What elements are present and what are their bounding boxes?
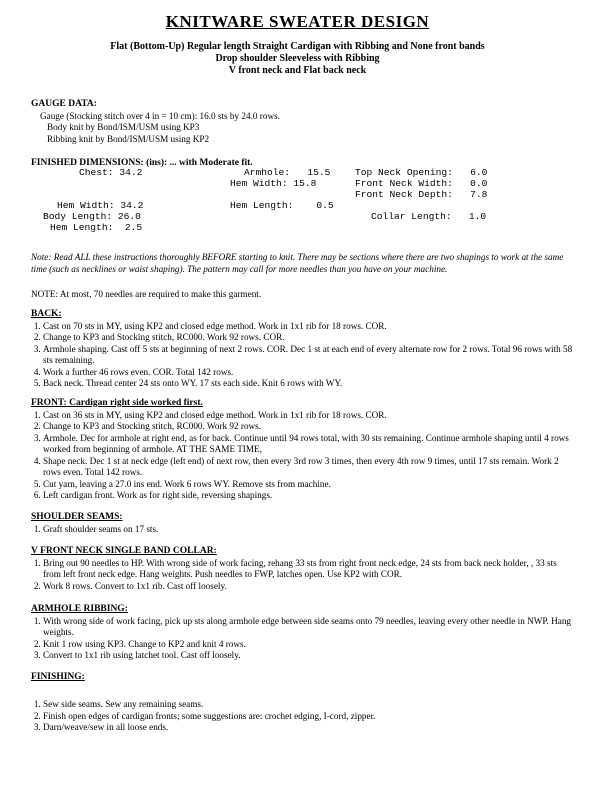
front-steps (31, 410, 575, 502)
dim-chest (79, 168, 142, 179)
dim-label: Armhole: (244, 167, 291, 178)
front-step: 6. Left cardigan front. Work as for right side, reversing shapings. (43, 490, 575, 502)
shoulder-steps (31, 524, 575, 536)
dim-value: 2.5 (124, 222, 143, 233)
back-heading: BACK: (31, 309, 62, 319)
front-step: 3. Armhole. Dec for armhole at right end, as for back. Continue until 94 rows total, with 30 sts remaining. Continue armhole shaping until 4 rows worked from beginning of armhole. AT THE SAME TIME, (43, 433, 575, 456)
subtitle-line-1: Flat (Bottom-Up) Regular length Straight Cardigan with Ribbing and None front bands (110, 41, 485, 52)
subtitle-line-2: Drop shoulder Sleeveless with Ribbing (215, 53, 380, 64)
dim-hem-width-top (230, 179, 316, 190)
front-step: 1. Cast on 36 sts in MY, using KP2 and closed edge method. Work in 1x1 rib for 18 rows. COR. (43, 410, 575, 422)
front-step: 4. Shape neck. Dec 1 st at neck edge (left end) of next row, then every 3rd row 3 times, then every 4th row 9 times, until 17 sts remain. Work 2 rows even. Total 142 rows. (43, 456, 575, 479)
front-section (31, 398, 575, 502)
finishing-heading-wrap (31, 672, 575, 684)
dim-hem-length-mid (230, 201, 334, 212)
armhole-heading: ARMHOLE RIBBING: (31, 604, 128, 614)
finishing-steps (31, 699, 575, 734)
dim-value: 1.0 (468, 211, 487, 222)
collar-step: 1. Bring out 90 needles to HP. With wrong side of work facing, rehang 33 sts from right front neck edge, 24 sts from back neck holder, , 33 sts from left front neck edge. Hang weights. Push needles to FWP, latches open. Use KP2 with COR. (43, 558, 575, 581)
gauge-section (31, 99, 575, 145)
back-steps (31, 321, 575, 390)
finishing-heading: FINISHING: (31, 672, 85, 682)
dim-front-neck-width (355, 179, 487, 190)
back-step: 2. Change to KP3 and Stocking stitch, RC000. Work 92 rows. COR. (43, 332, 575, 344)
collar-steps (31, 558, 575, 593)
dim-value: 0.0 (470, 178, 488, 189)
dim-label: Hem Length: (230, 200, 294, 211)
dim-armhole (244, 168, 330, 179)
front-step: 5. Cut yarn, leaving a 27.0 ins end. Work 6 rows WY. Remove sts from machine. (43, 479, 575, 491)
gauge-body-line: Body knit by Bond/ISM/USM using KP3 (47, 122, 200, 132)
finishing-step: 1. Sew side seams. Sew any remaining seams. (43, 699, 575, 711)
dim-value: 15.8 (293, 178, 317, 189)
dim-label: Top Neck Opening: (355, 167, 453, 178)
dim-value: 7.8 (470, 189, 488, 200)
back-step: 4. Work a further 46 rows even. COR. Total 142 rows. (43, 367, 575, 379)
front-heading: FRONT: Cardigan right side worked first. (31, 398, 203, 408)
dim-top-neck-opening (355, 168, 487, 179)
dim-value: 6.0 (470, 167, 488, 178)
dim-collar-length (371, 212, 486, 223)
armhole-step: 3. Convert to 1x1 rib using latchet tool. Cast off loosely. (43, 650, 575, 662)
dim-front-neck-depth (355, 190, 487, 201)
back-step: 3. Armhole shaping. Cast off 5 sts at beginning of next 2 rows. COR. Dec 1 st at each end of every alternate row for 2 rows. Total 96 rows with 58 sts remaining. (43, 344, 575, 367)
note-needles: NOTE: At most, 70 needles are required to make this garment. (31, 289, 262, 299)
finishing-step: 3. Darn/weave/sew in all loose ends. (43, 722, 575, 734)
dim-value: 34.2 (120, 200, 144, 211)
gauge-ribbing-line: Ribbing knit by Bond/ISM/USM using KP2 (47, 133, 210, 144)
dim-hem-width (57, 201, 143, 212)
dim-hem-length (50, 223, 142, 234)
armhole-steps (31, 616, 575, 662)
dim-label: Front Neck Width: (355, 178, 453, 189)
back-step: 5. Back neck. Thread center 24 sts onto WY. 17 sts each side. Knit 6 rows with WY. (43, 378, 575, 390)
dim-label: Hem Width: (230, 178, 288, 189)
dim-body-length (43, 212, 141, 223)
front-step: 2. Change to KP3 and Stocking stitch, RC000. Work 92 rows. (43, 421, 575, 433)
dimensions-heading: FINISHED DIMENSIONS: (ins): ... with Moderate fit. (31, 158, 253, 168)
armhole-section (31, 604, 575, 662)
armhole-step: 2. Knit 1 row using KP3. Change to KP2 and knit 4 rows. (43, 639, 575, 651)
subtitle-line-3: V front neck and Flat back neck (228, 65, 367, 76)
collar-step: 2. Work 8 rows. Convert to 1x1 rib. Cast off loosely. (43, 581, 575, 593)
gauge-heading: GAUGE DATA: (31, 99, 97, 109)
document-title: KNITWARE SWEATER DESIGN (165, 12, 430, 31)
gauge-line: Gauge (Stocking stitch over 4 in = 10 cm): 16.0 sts by 24.0 rows. (40, 110, 280, 121)
dim-label: Collar Length: (371, 211, 452, 222)
dim-label: Chest: (79, 167, 114, 178)
finishing-section (31, 699, 575, 734)
dim-label: Hem Length: (50, 222, 114, 233)
collar-section (31, 546, 575, 592)
finishing-step: 2. Finish open edges of cardigan fronts; some suggestions are: crochet edging, I-cord, zipper. (43, 711, 575, 723)
shoulder-step: 1. Graft shoulder seams on 17 sts. (43, 524, 575, 536)
dim-value: 0.5 (316, 200, 334, 211)
collar-heading: V FRONT NECK SINGLE BAND COLLAR: (31, 546, 217, 556)
dim-value: 34.2 (119, 167, 143, 178)
armhole-step: 1. With wrong side of work facing, pick up sts along armhole edge between side seams onto 79 needles, leaving every other needle in NWP. Hang weights. (43, 616, 575, 639)
dim-value: 15.5 (307, 167, 331, 178)
dim-label: Front Neck Depth: (355, 189, 453, 200)
shoulder-section (31, 512, 575, 535)
dim-label: Hem Width: (57, 200, 115, 211)
shoulder-heading: SHOULDER SEAMS: (31, 512, 123, 522)
back-step: 1. Cast on 70 sts in MY, using KP2 and closed edge method. Work in 1x1 rib for 18 rows. COR. (43, 321, 575, 333)
note-italic: Note: Read ALL these instructions thoroughly BEFORE starting to knit. There may be sections where there are two shapings to work at the same time (such as necklines or waist shaping). The pattern may call for more needles than you have on your machine. (31, 252, 564, 274)
back-section (31, 309, 575, 390)
dim-value: 26.0 (117, 211, 141, 222)
dim-label: Body Length: (43, 211, 113, 222)
